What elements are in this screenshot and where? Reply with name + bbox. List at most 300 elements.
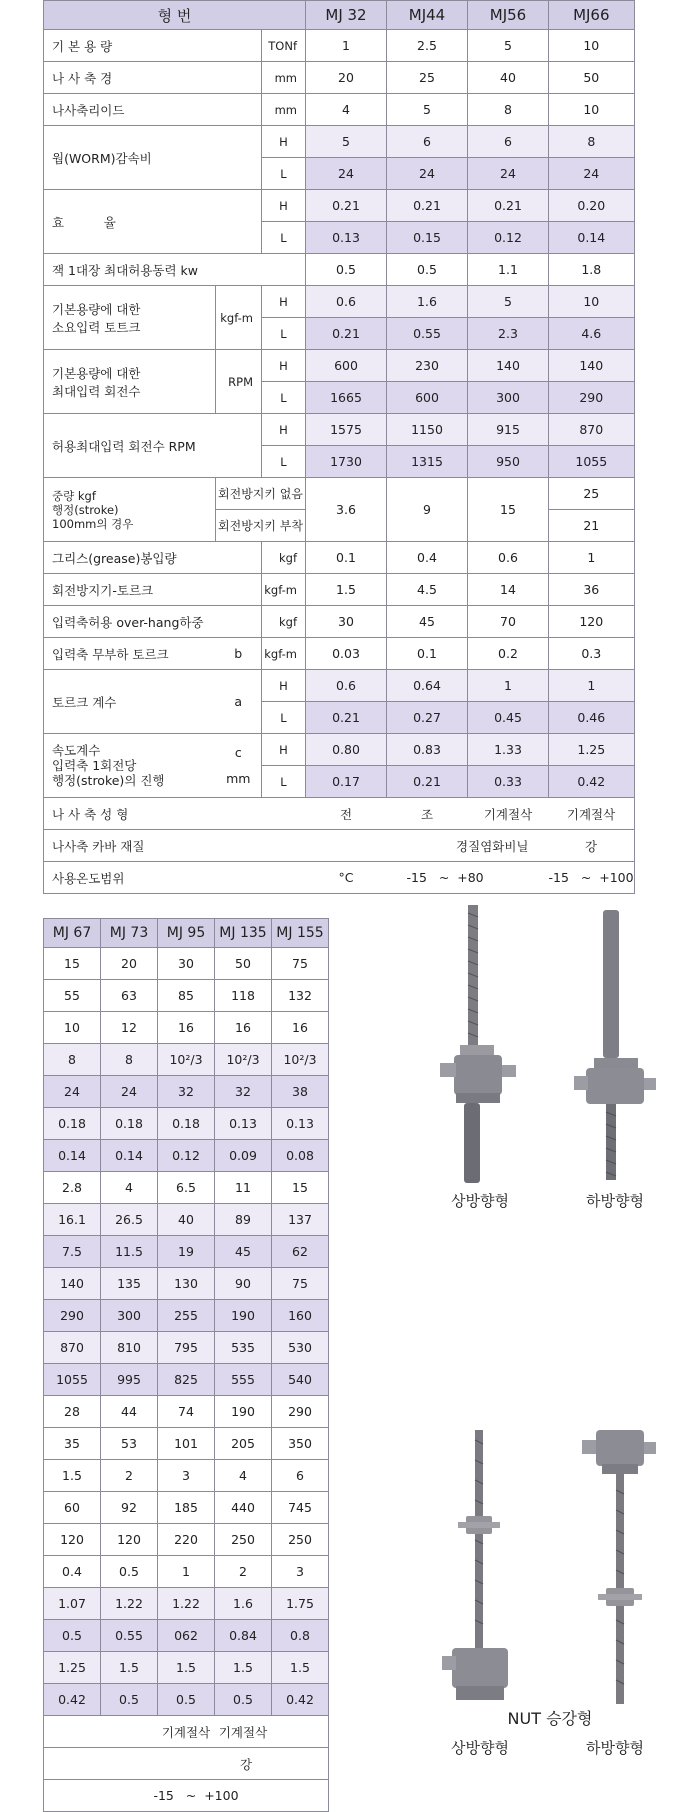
cell: 0.15 <box>387 222 468 254</box>
cell: 10²/3 <box>272 1044 329 1076</box>
cell: 24 <box>549 158 635 190</box>
model-header: MJ 67 <box>44 919 101 948</box>
cell: 4 <box>215 1460 272 1492</box>
cell: 기계절삭 <box>549 798 635 830</box>
table-row <box>44 1204 329 1236</box>
cell: 5 <box>306 126 387 158</box>
row-grease <box>44 542 635 574</box>
row-unit: RPM <box>216 350 262 414</box>
row-unit: °C <box>306 862 387 894</box>
cell: 0.5 <box>306 254 387 286</box>
cell: 190 <box>215 1300 272 1332</box>
cell: 140 <box>549 350 635 382</box>
row-worm-ratio-h <box>44 126 635 158</box>
cell: 8 <box>101 1044 158 1076</box>
cell: 0.18 <box>158 1108 215 1140</box>
table-row <box>44 1076 329 1108</box>
cell: 0.21 <box>306 190 387 222</box>
cell: 230 <box>387 350 468 382</box>
cell: 21 <box>549 510 635 542</box>
row-max-power <box>44 254 635 286</box>
cell: 6.5 <box>158 1172 215 1204</box>
cell: 2 <box>101 1460 158 1492</box>
model-header: MJ 73 <box>101 919 158 948</box>
cell: 950 <box>468 446 549 478</box>
cell: 300 <box>468 382 549 414</box>
cell: 1.1 <box>468 254 549 286</box>
table-row-cover-material <box>44 1748 329 1780</box>
hl-label: L <box>262 318 306 350</box>
cell: 90 <box>215 1268 272 1300</box>
row-unit: TONf <box>262 30 306 62</box>
cell: 0.55 <box>387 318 468 350</box>
cell: 2 <box>215 1556 272 1588</box>
row-antirotation-torque <box>44 574 635 606</box>
cell: 290 <box>549 382 635 414</box>
cell: 조 <box>387 798 468 830</box>
row-label: 나사축 카바 재질 <box>44 830 306 862</box>
header-row <box>44 919 329 948</box>
cell: 32 <box>158 1076 215 1108</box>
cell: 0.3 <box>549 638 635 670</box>
label-line: 100mm의 경우 <box>52 516 134 531</box>
cell: 10²/3 <box>215 1044 272 1076</box>
cell: 28 <box>44 1396 101 1428</box>
cell: 870 <box>549 414 635 446</box>
cell: 0.08 <box>272 1140 329 1172</box>
table-row <box>44 1108 329 1140</box>
cell: 0.33 <box>468 766 549 798</box>
cell: 경질염화비닐 <box>306 830 549 862</box>
cell: 0.21 <box>387 766 468 798</box>
cell: 16.1 <box>44 1204 101 1236</box>
cell: 35 <box>44 1428 101 1460</box>
cell: 9 <box>387 478 468 542</box>
hl-label: L <box>262 382 306 414</box>
cell: 0.1 <box>387 638 468 670</box>
model-header: MJ 32 <box>306 1 387 30</box>
model-header: MJ56 <box>468 1 549 30</box>
cell: 전 <box>306 798 387 830</box>
cell: 3 <box>158 1460 215 1492</box>
cell: 3 <box>272 1556 329 1588</box>
cell: 24 <box>306 158 387 190</box>
cell: 강 <box>44 1748 329 1780</box>
model-header: MJ 155 <box>272 919 329 948</box>
cell: 0.42 <box>549 766 635 798</box>
cell: 85 <box>158 980 215 1012</box>
cell: 0.80 <box>306 734 387 766</box>
cell: 53 <box>101 1428 158 1460</box>
label-line: 행정(stroke)의 진행 <box>52 773 165 788</box>
cell: 20 <box>101 948 158 980</box>
downward-jack-image <box>570 910 660 1180</box>
label-line: 소요입력 토트크 <box>52 319 141 335</box>
cell: 89 <box>215 1204 272 1236</box>
cell: 기계절삭 <box>158 1716 215 1748</box>
row-temperature <box>44 862 635 894</box>
row-label: 토르크 계수 <box>44 670 216 734</box>
cell: 205 <box>215 1428 272 1460</box>
cell: 0.83 <box>387 734 468 766</box>
cell: 0.64 <box>387 670 468 702</box>
sub-label: 회전방지키 없음 <box>216 478 306 510</box>
cell: 540 <box>272 1364 329 1396</box>
cell: 15 <box>468 478 549 542</box>
hl-label: L <box>262 702 306 734</box>
cell: 기계절삭 <box>215 1716 272 1748</box>
cell: 1.22 <box>158 1588 215 1620</box>
cell: 10 <box>549 286 635 318</box>
cell: 120 <box>44 1524 101 1556</box>
cell: 38 <box>272 1076 329 1108</box>
cell: 16 <box>272 1012 329 1044</box>
cell: 4 <box>101 1172 158 1204</box>
table-row <box>44 1684 329 1716</box>
cell: 0.5 <box>387 254 468 286</box>
hl-label: L <box>262 222 306 254</box>
cell: 40 <box>158 1204 215 1236</box>
cell: 10 <box>549 94 635 126</box>
cell: 1.5 <box>272 1652 329 1684</box>
cell: 75 <box>272 1268 329 1300</box>
row-screw-lead <box>44 94 635 126</box>
row-label: 사용온도범위 <box>44 862 306 894</box>
cell: 0.09 <box>215 1140 272 1172</box>
cell: 185 <box>158 1492 215 1524</box>
row-screw-diameter <box>44 62 635 94</box>
cell: 0.21 <box>306 318 387 350</box>
cell: 0.5 <box>215 1684 272 1716</box>
row-unit: kgf <box>262 542 306 574</box>
cell: 1150 <box>387 414 468 446</box>
table-row <box>44 1268 329 1300</box>
cell: 10 <box>549 30 635 62</box>
cell: 0.42 <box>44 1684 101 1716</box>
cell: 0.13 <box>306 222 387 254</box>
cell: 0.5 <box>101 1556 158 1588</box>
cell: 1.5 <box>215 1652 272 1684</box>
table-row-thread-form <box>44 1716 329 1748</box>
cell: 1.5 <box>158 1652 215 1684</box>
cell: 0.13 <box>272 1108 329 1140</box>
row-symbol: c <box>234 744 242 760</box>
cell: 995 <box>101 1364 158 1396</box>
cell: 1.8 <box>549 254 635 286</box>
cell: 19 <box>158 1236 215 1268</box>
row-noload-torque <box>44 638 635 670</box>
cell: 40 <box>468 62 549 94</box>
cell: 290 <box>272 1396 329 1428</box>
row-speed-coef-h <box>44 734 635 766</box>
row-label <box>44 286 216 350</box>
cell: 92 <box>101 1492 158 1524</box>
cell: 0.12 <box>468 222 549 254</box>
row-weight-a <box>44 478 635 510</box>
row-cover-material <box>44 830 635 862</box>
table-row <box>44 1588 329 1620</box>
cell: 45 <box>215 1236 272 1268</box>
cell: 0.46 <box>549 702 635 734</box>
cell: 62 <box>272 1236 329 1268</box>
row-label: 효 율 <box>44 190 262 254</box>
cell: 45 <box>387 606 468 638</box>
cell: 1 <box>549 670 635 702</box>
cell: 50 <box>215 948 272 980</box>
cell: -15 ~ +80 <box>387 862 549 894</box>
row-symbol: b <box>216 638 262 670</box>
cell: 132 <box>272 980 329 1012</box>
cell: 0.14 <box>101 1140 158 1172</box>
row-thread-form <box>44 798 635 830</box>
cell: 1 <box>549 542 635 574</box>
row-label <box>44 350 216 414</box>
cell: 24 <box>387 158 468 190</box>
cell: 0.6 <box>306 670 387 702</box>
cell: 10 <box>44 1012 101 1044</box>
row-label: 입력축 무부하 토르크 <box>44 638 216 670</box>
hl-label: L <box>262 158 306 190</box>
hl-label: H <box>262 350 306 382</box>
cell: 5 <box>468 286 549 318</box>
cell: 1665 <box>306 382 387 414</box>
cell: 2.8 <box>44 1172 101 1204</box>
cell: 1575 <box>306 414 387 446</box>
label-line: 최대입력 회전수 <box>52 383 141 399</box>
cell: 101 <box>158 1428 215 1460</box>
cell: 300 <box>101 1300 158 1332</box>
cell: 1.75 <box>272 1588 329 1620</box>
row-label: 웜(WORM)감속비 <box>44 126 262 190</box>
row-label: 기 본 용 량 <box>44 30 262 62</box>
cell: 1.07 <box>44 1588 101 1620</box>
cell: 기계절삭 <box>468 798 549 830</box>
row-basic-capacity <box>44 30 635 62</box>
cell: 1 <box>158 1556 215 1588</box>
table-row <box>44 948 329 980</box>
cell: 120 <box>101 1524 158 1556</box>
cell: 0.21 <box>306 702 387 734</box>
row-unit: kgf-m <box>216 286 262 350</box>
cell: 062 <box>158 1620 215 1652</box>
cell: 1.6 <box>387 286 468 318</box>
cell: 140 <box>468 350 549 382</box>
cell: 7.5 <box>44 1236 101 1268</box>
cell: 0.84 <box>215 1620 272 1652</box>
cell: 915 <box>468 414 549 446</box>
cell: 1 <box>306 30 387 62</box>
cell: 1730 <box>306 446 387 478</box>
hl-label: H <box>262 190 306 222</box>
table-row <box>44 1300 329 1332</box>
cell: 250 <box>215 1524 272 1556</box>
model-header: MJ 135 <box>215 919 272 948</box>
table-row <box>44 1012 329 1044</box>
table-row <box>44 1332 329 1364</box>
cell: 440 <box>215 1492 272 1524</box>
cell: 30 <box>306 606 387 638</box>
row-label: 허용최대입력 회전수 RPM <box>44 414 262 478</box>
spec-table-bottom <box>43 918 329 1812</box>
cell: 825 <box>158 1364 215 1396</box>
header-row <box>44 1 635 30</box>
cell: 745 <box>272 1492 329 1524</box>
nut-upward-jack-image <box>440 1430 520 1710</box>
caption-upward: 상방향형 <box>451 1192 509 1210</box>
cell: 8 <box>549 126 635 158</box>
cell: 600 <box>387 382 468 414</box>
cell: 32 <box>215 1076 272 1108</box>
model-header: MJ44 <box>387 1 468 30</box>
cell: 0.42 <box>272 1684 329 1716</box>
cell: 1315 <box>387 446 468 478</box>
cell: 4.6 <box>549 318 635 350</box>
cell: 0.5 <box>101 1684 158 1716</box>
model-header: MJ 95 <box>158 919 215 948</box>
hl-label: H <box>262 734 306 766</box>
label-line: 행정(stroke) <box>52 502 119 517</box>
hl-label: H <box>262 286 306 318</box>
cell: 135 <box>101 1268 158 1300</box>
row-max-rpm-h <box>44 350 635 382</box>
cell: 130 <box>158 1268 215 1300</box>
cell: 0.20 <box>549 190 635 222</box>
cell: 0.14 <box>44 1140 101 1172</box>
spec-table-bottom-body <box>44 919 329 1812</box>
cell: 74 <box>158 1396 215 1428</box>
table-row <box>44 980 329 1012</box>
cell: 0.6 <box>468 542 549 574</box>
cell: 5 <box>468 30 549 62</box>
cell: 50 <box>549 62 635 94</box>
row-unit: mm <box>226 770 251 786</box>
label-line: 중량 kgf <box>52 488 96 503</box>
cell: 250 <box>272 1524 329 1556</box>
sub-label: 회전방지키 부착 <box>216 510 306 542</box>
row-overhang <box>44 606 635 638</box>
cell: 2.5 <box>387 30 468 62</box>
cell: 0.27 <box>387 702 468 734</box>
model-header: MJ66 <box>549 1 635 30</box>
caption-nut-title: NUT 승강형 <box>507 1709 593 1728</box>
cell: 190 <box>215 1396 272 1428</box>
cell: 118 <box>215 980 272 1012</box>
caption-nut-upward: 상방향형 <box>451 1739 509 1757</box>
cell: 0.21 <box>468 190 549 222</box>
cell: 0.4 <box>387 542 468 574</box>
row-symbol-unit <box>216 734 262 798</box>
cell: 1.25 <box>549 734 635 766</box>
cell: 25 <box>549 478 635 510</box>
upward-jack-image <box>430 905 530 1185</box>
cell: 555 <box>215 1364 272 1396</box>
cell: 16 <box>215 1012 272 1044</box>
cell: 1.5 <box>101 1652 158 1684</box>
cell: 60 <box>44 1492 101 1524</box>
row-efficiency-h <box>44 190 635 222</box>
cell: 0.12 <box>158 1140 215 1172</box>
cell: 0.45 <box>468 702 549 734</box>
cell: 1.6 <box>215 1588 272 1620</box>
row-label <box>44 478 216 542</box>
spec-table-top <box>43 0 635 894</box>
cell: 870 <box>44 1332 101 1364</box>
cell: 4.5 <box>387 574 468 606</box>
table-row-temperature <box>44 1780 329 1812</box>
label-line: 기본용량에 대한 <box>52 365 141 381</box>
cell: 0.6 <box>306 286 387 318</box>
table-row <box>44 1460 329 1492</box>
cell: 1 <box>468 670 549 702</box>
table-row <box>44 1556 329 1588</box>
cell: 24 <box>468 158 549 190</box>
cell: 0.4 <box>44 1556 101 1588</box>
hl-label: H <box>262 414 306 446</box>
row-unit: kgf-m <box>262 574 306 606</box>
table-row <box>44 1364 329 1396</box>
cell: 강 <box>549 830 635 862</box>
cell: 12 <box>101 1012 158 1044</box>
cell: 10²/3 <box>158 1044 215 1076</box>
label-line: 기본용량에 대한 <box>52 301 141 317</box>
cell: 0.55 <box>101 1620 158 1652</box>
table-row <box>44 1140 329 1172</box>
row-label: 잭 1대장 최대허용동력 kw <box>44 254 306 286</box>
cell: 44 <box>101 1396 158 1428</box>
hl-label: H <box>262 670 306 702</box>
caption-nut-downward: 하방향형 <box>586 1739 644 1757</box>
cell: 0.13 <box>215 1108 272 1140</box>
cell: -15 ~ +100 <box>44 1780 329 1812</box>
cell: 0.14 <box>549 222 635 254</box>
table-row <box>44 1524 329 1556</box>
row-input-torque-h <box>44 286 635 318</box>
cell: 6 <box>387 126 468 158</box>
cell: 1055 <box>549 446 635 478</box>
cell: 0.03 <box>306 638 387 670</box>
cell: 137 <box>272 1204 329 1236</box>
cell: 0.2 <box>468 638 549 670</box>
cell: 2.3 <box>468 318 549 350</box>
cell: 4 <box>306 94 387 126</box>
cell: 3.6 <box>306 478 387 542</box>
cell: 0.5 <box>158 1684 215 1716</box>
cell: 0.5 <box>44 1620 101 1652</box>
row-label: 입력축허용 over-hang하중 <box>44 606 262 638</box>
cell: 0.21 <box>387 190 468 222</box>
cell: 6 <box>272 1460 329 1492</box>
cell: 25 <box>387 62 468 94</box>
cell: 6 <box>468 126 549 158</box>
cell: 8 <box>44 1044 101 1076</box>
cell: 0.17 <box>306 766 387 798</box>
table-row <box>44 1236 329 1268</box>
cell: 0.18 <box>44 1108 101 1140</box>
cell: 140 <box>44 1268 101 1300</box>
hl-label: H <box>262 126 306 158</box>
table-row <box>44 1652 329 1684</box>
row-unit: kgf-m <box>262 638 306 670</box>
cell: 1.5 <box>306 574 387 606</box>
cell: 11 <box>215 1172 272 1204</box>
row-unit: mm <box>262 62 306 94</box>
row-symbol: a <box>216 670 262 734</box>
row-unit: kgf <box>262 606 306 638</box>
cell: 5 <box>387 94 468 126</box>
cell: 290 <box>44 1300 101 1332</box>
cell: 530 <box>272 1332 329 1364</box>
cell: 75 <box>272 948 329 980</box>
